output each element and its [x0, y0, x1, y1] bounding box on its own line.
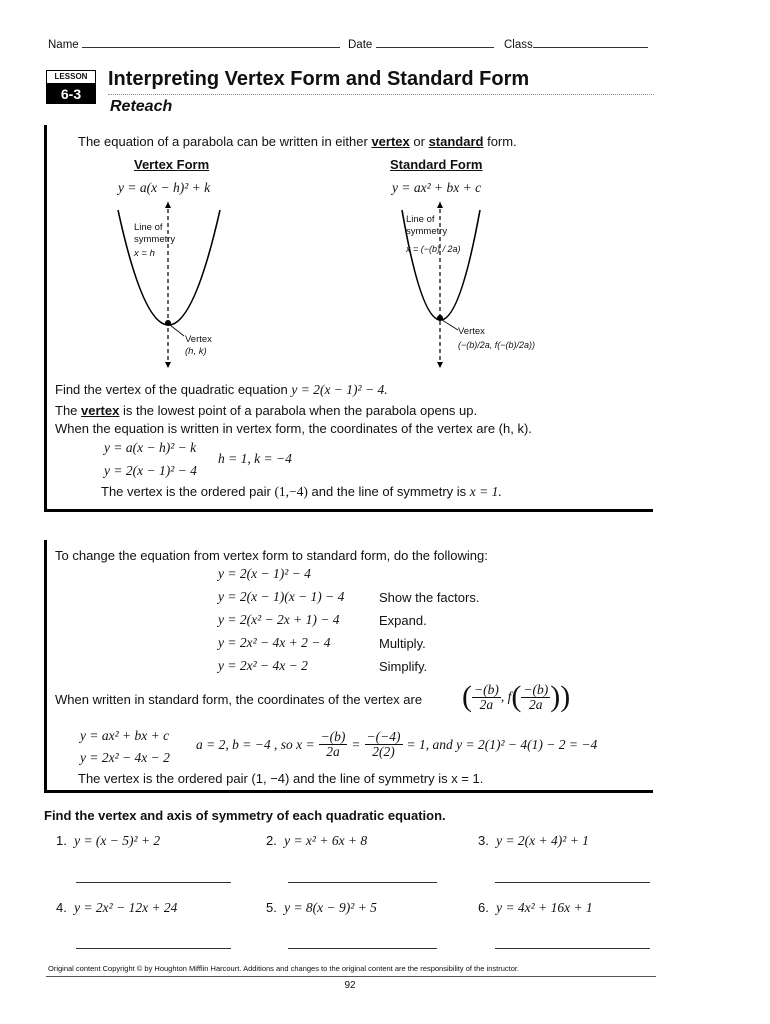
frac1-num: −(b): [320, 729, 346, 744]
frac1-den: 2a: [326, 744, 340, 759]
class-field[interactable]: [504, 39, 648, 51]
graph2-axis-equation: x = (−(b) / 2a): [406, 244, 461, 254]
exercise-item: [478, 833, 589, 849]
exercise-item: [56, 900, 177, 916]
intro-or: or: [413, 134, 425, 149]
exercise-equation: y = 4x² + 16x + 1: [496, 900, 593, 915]
find-vertex-prompt: [55, 382, 388, 398]
exercise-equation: y = 2x² − 12x + 24: [74, 900, 178, 915]
standard-coords-text: When written in standard form, the coordinates of the vertex are: [55, 692, 423, 707]
intro-form: form.: [487, 134, 517, 149]
step-equation: y = 2x² − 4x + 2 − 4: [218, 635, 331, 650]
vertex-def-term: vertex: [81, 403, 120, 418]
exercise-equation: y = 8(x − 9)² + 5: [284, 900, 377, 915]
step-note: Show the factors.: [379, 590, 480, 605]
graph1-axis-equation: x = h: [134, 248, 155, 259]
name-field[interactable]: [48, 39, 340, 51]
exercises-heading: Find the vertex and axis of symmetry of each quadratic equation.: [44, 808, 446, 823]
box1-work-line-1: y = a(x − h)² − k: [104, 440, 197, 455]
box2-work-values: a = 2, b = −4 , so x = $\frac{-(b)}{2a}$ = $\frac{-(-4)}{2(2)}$ = 1, and y = 2(1)² − 4(1) − 2 = −4: [196, 729, 598, 759]
box2-work-line-1: y = ax² + bx + c: [80, 728, 170, 743]
vertex-definition: [55, 403, 477, 418]
exercise-item: [266, 900, 377, 916]
frac2-num: −(−4): [366, 729, 401, 744]
work-values-text: a = 2, b = −4 , so x =: [196, 736, 315, 752]
lesson-badge-label: LESSON: [46, 70, 96, 84]
intro-standard-term: standard: [428, 134, 484, 149]
intro-text: The equation of a parabola can be written in either: [78, 134, 368, 149]
answer-line-6[interactable]: [495, 948, 650, 949]
step-note: Multiply.: [379, 636, 426, 651]
answer-line-2[interactable]: [288, 882, 437, 883]
conclusion-pair: (1,−4): [274, 484, 308, 499]
answer-line-3[interactable]: [495, 882, 650, 883]
page-title: Interpreting Vertex Form and Standard Form: [108, 68, 530, 90]
date-field[interactable]: [348, 39, 494, 51]
vertex-form-equation: y = a(x − h)² + k: [118, 180, 211, 195]
find-vertex-equation: y = 2(x − 1)² − 4.: [291, 382, 388, 397]
frac2-den: 2(2): [372, 744, 395, 759]
lesson-badge-number: 6-3: [46, 84, 96, 104]
copyright-notice: Original content Copyright © by Houghton Mifflin Harcourt. Additions and changes to the original content are the responsibility of the instructor.: [48, 964, 520, 973]
exercise-item: [56, 833, 160, 849]
box1-work-values: h = 1, k = −4: [218, 451, 292, 466]
box2-work-line-2: y = 2x² − 4x − 2: [80, 750, 170, 765]
conclusion-pre: The vertex is the ordered pair: [101, 484, 271, 499]
conclusion-mid: and the line of symmetry is: [311, 484, 467, 499]
date-label: Date: [348, 39, 373, 51]
title-rule: [108, 94, 654, 95]
graph2-vertex-coords: (−(b)/2a, f(−(b)/2a)): [458, 340, 536, 350]
standard-form-equation: y = ax² + bx + c: [392, 180, 482, 195]
graph1-vertex-label: Vertex: [185, 334, 212, 345]
box1-work-line-2: y = 2(x − 1)² − 4: [104, 463, 197, 478]
page-number: 92: [344, 980, 356, 991]
vertex-def-pre: The: [55, 403, 78, 418]
exercise-item: [478, 900, 593, 916]
standard-form-heading: Standard Form: [390, 157, 483, 172]
vertex-form-coords-text: When the equation is written in vertex form, the coordinates of the vertex are (h, k).: [55, 421, 532, 436]
answer-line-5[interactable]: [288, 948, 437, 949]
box2-conclusion: The vertex is the ordered pair (1, −4) and the line of symmetry is x = 1.: [78, 771, 484, 786]
box2-intro: To change the equation from vertex form to standard form, do the following:: [55, 548, 488, 563]
step-note: Expand.: [379, 613, 427, 628]
footer-rule: [46, 976, 656, 977]
exercise-number: 3.: [478, 833, 489, 848]
box1-conclusion: [101, 484, 502, 500]
vertex-form-heading: Vertex Form: [134, 157, 210, 172]
answer-line-1[interactable]: [76, 882, 231, 883]
name-label: Name: [48, 39, 79, 51]
exercise-equation: y = 2(x + 4)² + 1: [496, 833, 589, 848]
find-vertex-text: Find the vertex of the quadratic equation: [55, 382, 288, 397]
step-equation: y = 2(x − 1)(x − 1) − 4: [218, 589, 345, 604]
exercise-number: 6.: [478, 900, 489, 915]
exercise-equation: y = (x − 5)² + 2: [74, 833, 161, 848]
vertex-def-post: is the lowest point of a parabola when the parabola opens up.: [122, 403, 478, 418]
conclusion-equation: x = 1.: [469, 484, 502, 499]
coords-f: f: [507, 689, 512, 704]
step-equation: y = 2x² − 4x − 2: [218, 658, 308, 673]
exercise-number: 5.: [266, 900, 277, 915]
graph2-axis-label: Line of symmetry: [406, 214, 448, 237]
graph1-axis-label: Line of symmetry: [134, 222, 176, 245]
box1-intro: [78, 134, 517, 149]
exercise-number: 4.: [56, 900, 67, 915]
coords-y-den: 2a: [529, 696, 543, 712]
step-equation: y = 2(x² − 2x + 1) − 4: [218, 612, 340, 627]
exercise-number: 2.: [266, 833, 277, 848]
step-equation: y = 2(x − 1)² − 4: [218, 566, 311, 581]
coords-x-den: 2a: [479, 696, 494, 712]
intro-vertex-term: vertex: [371, 134, 410, 149]
page-subtitle: Reteach: [110, 98, 173, 115]
class-label: Class: [504, 39, 533, 51]
standard-coords-formula: ( $\frac{-(b)}{2a}$ , f ( $\frac{-(b)}{2a}$ )): [462, 680, 571, 713]
exercise-item: [266, 833, 367, 849]
answer-line-4[interactable]: [76, 948, 231, 949]
graph1-vertex-coords: (h, k): [185, 346, 207, 357]
exercise-number: 1.: [56, 833, 67, 848]
exercise-equation: y = x² + 6x + 8: [284, 833, 368, 848]
coords-x-num: −(b): [474, 681, 499, 697]
graph2-vertex-label: Vertex: [458, 326, 485, 337]
lesson-badge: [46, 70, 96, 104]
step-note: Simplify.: [379, 659, 428, 674]
work-result: = 1, and y = 2(1)² − 4(1) − 2 = −4: [406, 736, 598, 752]
coords-y-num: −(b): [523, 681, 549, 697]
